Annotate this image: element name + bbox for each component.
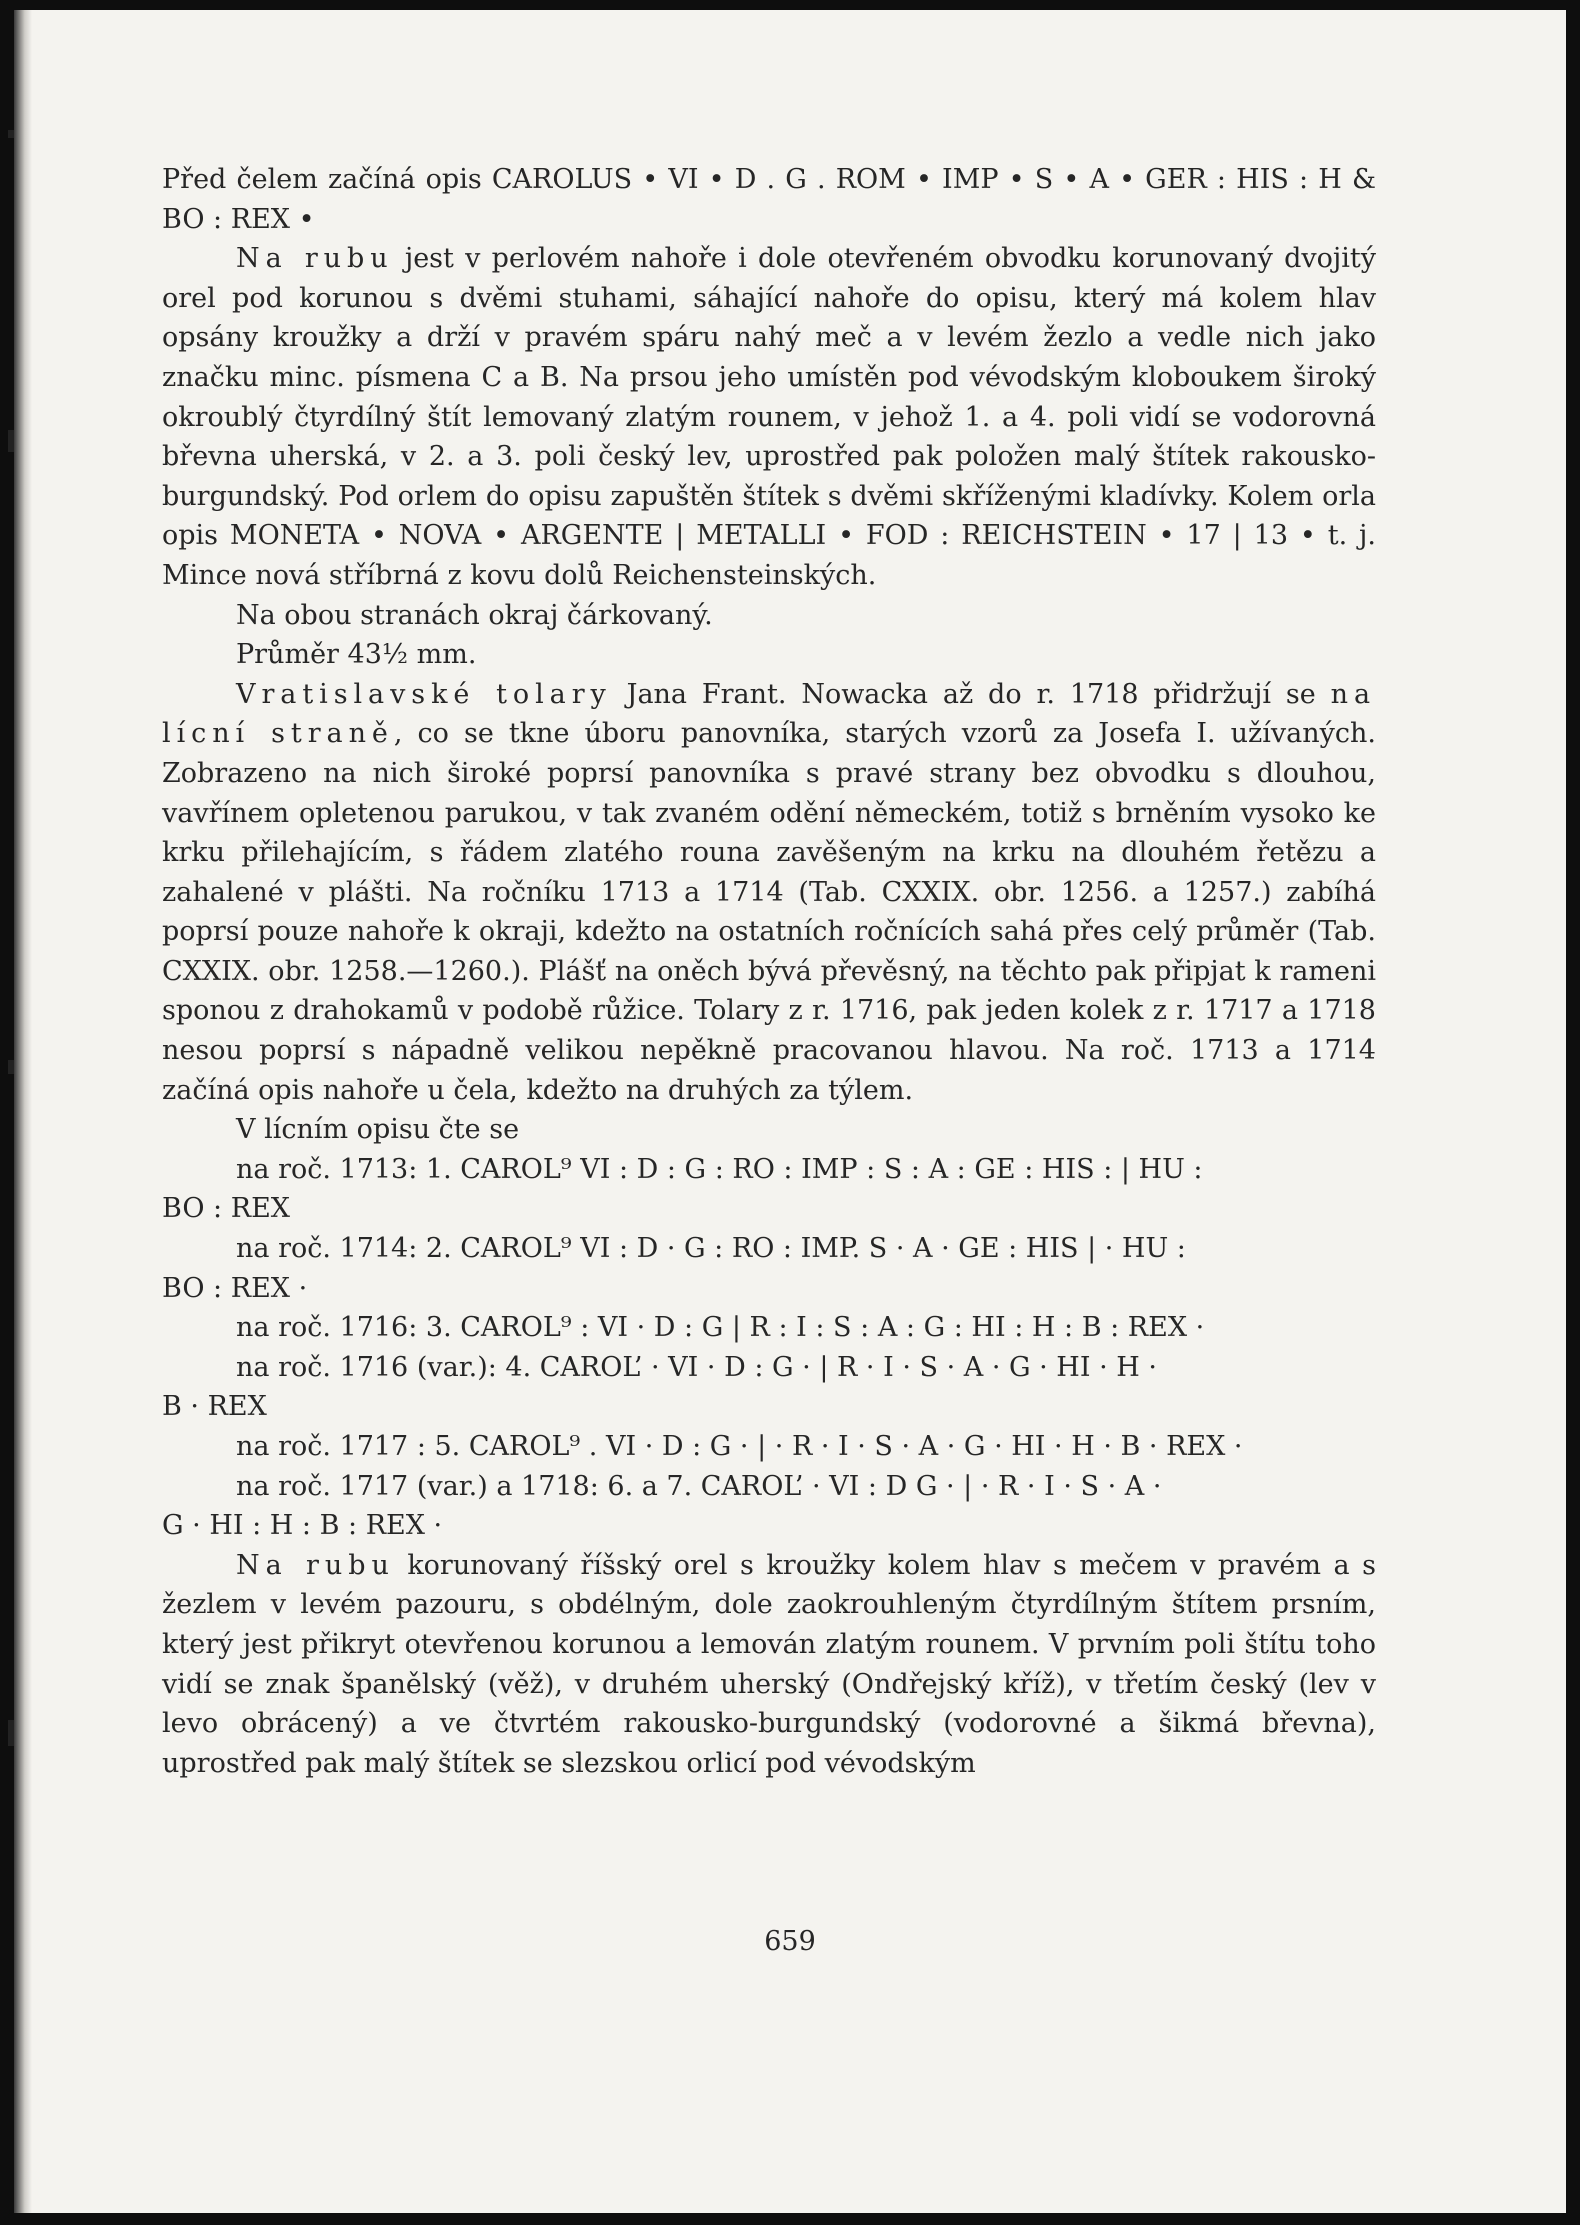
margin-mark (8, 1720, 14, 1746)
paragraph-text: Jana Frant. Nowacka až do r. 1718 přidržují se (611, 678, 1331, 710)
spaced-heading: Vratislavské tolary (236, 678, 612, 710)
paragraph-legend-intro: V lícním opisu čte se (236, 1114, 520, 1146)
paragraph-wroclaw-thalers (162, 675, 1376, 1111)
paragraph-text: , co se tkne úboru panovníka, starých vzorů za Josefa I. užívaných. Zobrazeno na nich široké poprsí panovníka s pravé strany bez obvodku s dlouhou, vavřínem opletenou parukou, v tak zvaném odění německém, totiž s brněním vysoko ke krku přilehajícím, s řádem zlatého rouna zavěšeným na krku na dlouhém řetězu a zahalené v plášti. Na ročníku 1713 a 1714 (Tab. CXXIX. obr. 1256. a 1257.) zabíhá poprsí pouze nahoře k okraji, kdežto na ostatních ročnících sahá přes celý průměr (Tab. CXXIX. obr. 1258.—1260.). Plášť na oněch bývá převěsný, na těchto pak připjat k rameni sponou z drahokamů v podobě růžice. Tolary z r. 1716, pak jeden kolek z r. 1717 a 1718 nesou poprsí s nápadně velikou nepěkně pracovanou hlavou. Na roč. 1713 a 1714 začíná opis nahoře u čela, kdežto na druhých za týlem. (162, 718, 1377, 1106)
paragraph-edge: Na obou stranách okraj čárkovaný. (236, 599, 713, 631)
spaced-heading: na lícní straně (162, 678, 1376, 750)
legend-entry: na roč. 1717 : 5. CAROL⁹ . VI · D : G · | · R · I · S · A · G · HI · H · B · REX · (236, 1431, 1243, 1462)
margin-mark (8, 430, 14, 452)
legend-entry-continued: BO : REX (162, 1193, 290, 1225)
legend-entry-continued: B · REX (162, 1391, 267, 1423)
legend-entry: na roč. 1716 (var.): 4. CAROL’ · VI · D : G · | R · I · S · A · G · HI · H · (236, 1351, 1157, 1383)
legend-entry: na roč. 1716: 3. CAROL⁹ : VI · D : G | R : I : S : A : G : HI : H : B : REX · (236, 1312, 1205, 1344)
page-number: 659 (764, 1926, 816, 1957)
legend-entry-continued: G · HI : H : B : REX · (162, 1510, 443, 1542)
spaced-heading: Na rubu (236, 1549, 395, 1581)
legend-entry-continued: BO : REX · (162, 1272, 308, 1304)
page-binding-shadow (14, 10, 32, 2213)
paragraph-intro: Před čelem začíná opis CAROLUS • VI • D . G . ROM • IMP • S • A • GER : HIS : H & BO : REX • (162, 164, 1376, 235)
margin-mark (8, 130, 14, 138)
margin-mark (8, 1060, 14, 1074)
legend-entry: na roč. 1713: 1. CAROL⁹ VI : D : G : RO : IMP : S : A : GE : HIS : | HU : (236, 1153, 1203, 1185)
paragraph-text: korunovaný říšský orel s kroužky kolem hlav s mečem v pravém a s žezlem v levém pazouru, s obdélným, dole zaokrouhleným čtyrdílným štítem prsním, který jest přikryt otevřenou korunou a lemován zlatým rounem. V prvním poli štítu toho vidí se znak španělský (věž), v druhém uherský (Ondřejský kříž), v třetím český (lev v levo obrácený) a ve čtvrtém rakousko-burgundský (vodorovné a šikmá břevna), uprostřed pak malý štítek se slezskou orlicí pod vévodským (162, 1549, 1376, 1779)
paragraph-reverse-eagle (162, 1546, 1376, 1784)
paragraph-reverse-description (162, 239, 1376, 595)
legend-entry: na roč. 1717 (var.) a 1718: 6. a 7. CAROL’ · VI : D G · | · R · I · S · A · (236, 1470, 1162, 1502)
paragraph-text: jest v perlovém nahoře i dole otevřeném obvodku korunovaný dvojitý orel pod korunou s dvěmi stuhami, sáhající nahoře do opisu, který má kolem hlav opsány kroužky a drží v pravém spáru nahý meč a v levém žezlo a vedle nich jako značku minc. písmena C a B. Na prsou jeho umístěn pod vévodským kloboukem široký okroublý čtyrdílný štít lemovaný zlatým rounem, v jehož 1. a 4. poli vidí se vodorovná břevna uherská, v 2. a 3. poli český lev, uprostřed pak položen malý štítek rakousko-burgundský. Pod orlem do opisu zapuštěn štítek s dvěmi skříženými kladívky. Kolem orla opis MONETA • NOVA • ARGENTE | METALLI • FOD : REICHSTEIN • 17 | 13 • t. j. Mince nová stříbrná z kovu dolů Reichensteinských. (162, 243, 1376, 591)
paragraph-diameter: Průměr 43½ mm. (236, 639, 477, 671)
spaced-heading: Na rubu (236, 243, 394, 275)
page-text (162, 160, 1376, 1783)
legend-entry: na roč. 1714: 2. CAROL⁹ VI : D · G : RO : IMP. S · A · GE : HIS | · HU : (236, 1233, 1186, 1265)
